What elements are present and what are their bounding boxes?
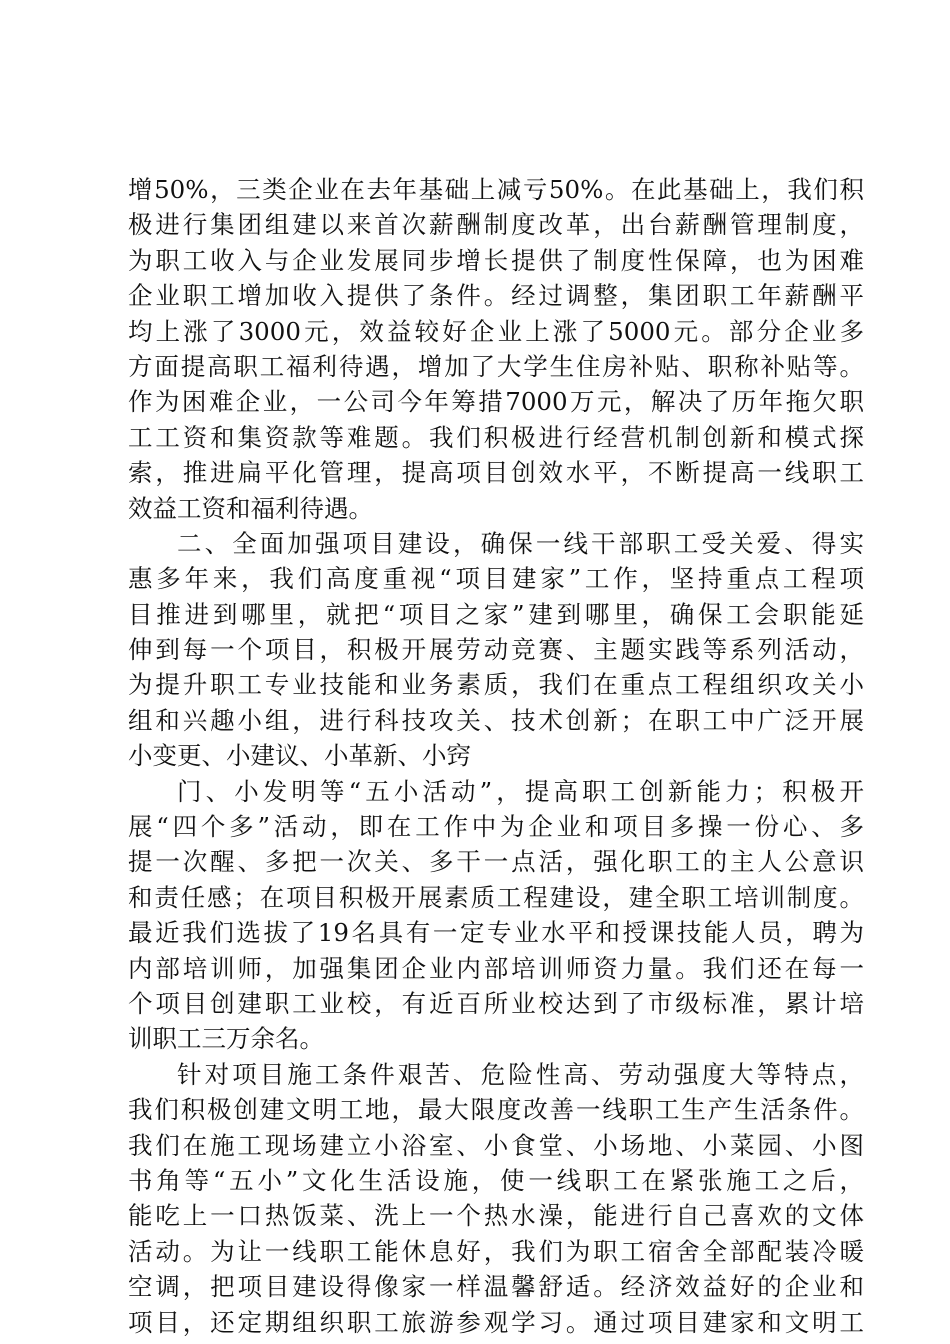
text-line: 增50%，三类企业在去年基础上减亏50%。在此基础上，我们积	[128, 175, 864, 204]
text-line: 目推进到哪里，就把“项目之家”建到哪里，确保工会职能延	[128, 599, 864, 629]
text-line: 作为困难企业，一公司今年筹措7000万元，解决了历年拖欠职	[128, 387, 864, 417]
document-body	[128, 172, 864, 1340]
text-line: 极进行集团组建以来首次薪酬制度改革，出台薪酬管理制度，	[128, 210, 864, 240]
text-line: 训职工三万余名。	[128, 1024, 324, 1054]
text-line: 小变更、小建议、小革新、小窍	[128, 741, 471, 771]
text-line: 门、小发明等“五小活动”，提高职工创新能力；积极开	[177, 776, 864, 806]
text-line: 工工资和集资款等难题。我们积极进行经营机制创新和模式探	[128, 422, 864, 452]
text-line: 索，推进扁平化管理，提高项目创效水平，不断提高一线职工	[128, 458, 864, 488]
text-line: 个项目创建职工业校，有近百所业校达到了市级标准，累计培	[128, 988, 864, 1018]
text-line: 为职工收入与企业发展同步增长提供了制度性保障，也为困难	[128, 245, 864, 275]
text-line: 为提升职工专业技能和业务素质，我们在重点工程组织攻关小	[128, 670, 864, 700]
text-line: 和责任感；在项目积极开展素质工程建设，建全职工培训制度。	[128, 882, 864, 912]
text-line: 活动。为让一线职工能休息好，我们为职工宿舍全部配装冷暖	[128, 1236, 864, 1266]
text-line: 内部培训师，加强集团企业内部培训师资力量。我们还在每一	[128, 953, 864, 983]
text-line: 我们在施工现场建立小浴室、小食堂、小场地、小菜园、小图	[128, 1130, 864, 1160]
text-line: 针对项目施工条件艰苦、危险性高、劳动强度大等特点，	[177, 1059, 864, 1089]
text-line: 企业职工增加收入提供了条件。经过调整，集团职工年薪酬平	[128, 281, 864, 311]
text-line: 均上涨了3000元，效益较好企业上涨了5000元。部分企业多	[128, 316, 864, 346]
text-line: 组和兴趣小组，进行科技攻关、技术创新；在职工中广泛开展	[128, 705, 864, 735]
text-line: 伸到每一个项目，积极开展劳动竞赛、主题实践等系列活动，	[128, 635, 864, 665]
text-line: 我们积极创建文明工地，最大限度改善一线职工生产生活条件。	[128, 1095, 864, 1125]
text-line: 提一次醒、多把一次关、多干一点活，强化职工的主人公意识	[128, 847, 864, 877]
text-line: 项目，还定期组织职工旅游参观学习。通过项目建家和文明工	[128, 1307, 864, 1337]
text-line: 效益工资和福利待遇。	[128, 493, 373, 523]
text-line: 惠多年来，我们高度重视“项目建家”工作，坚持重点工程项	[128, 564, 864, 594]
text-line: 方面提高职工福利待遇，增加了大学生住房补贴、职称补贴等。	[128, 351, 864, 381]
text-line: 能吃上一口热饭菜、洗上一个热水澡，能进行自己喜欢的文体	[128, 1201, 864, 1231]
text-line: 展“四个多”活动，即在工作中为企业和项目多操一份心、多	[128, 812, 864, 842]
text-line: 空调，把项目建设得像家一样温馨舒适。经济效益好的企业和	[128, 1272, 864, 1302]
text-line: 二、全面加强项目建设，确保一线干部职工受关爱、得实	[177, 528, 864, 558]
text-line: 最近我们选拔了19名具有一定专业水平和授课技能人员，聘为	[128, 918, 864, 948]
text-line: 书角等“五小”文化生活设施，使一线职工在紧张施工之后，	[128, 1165, 864, 1195]
